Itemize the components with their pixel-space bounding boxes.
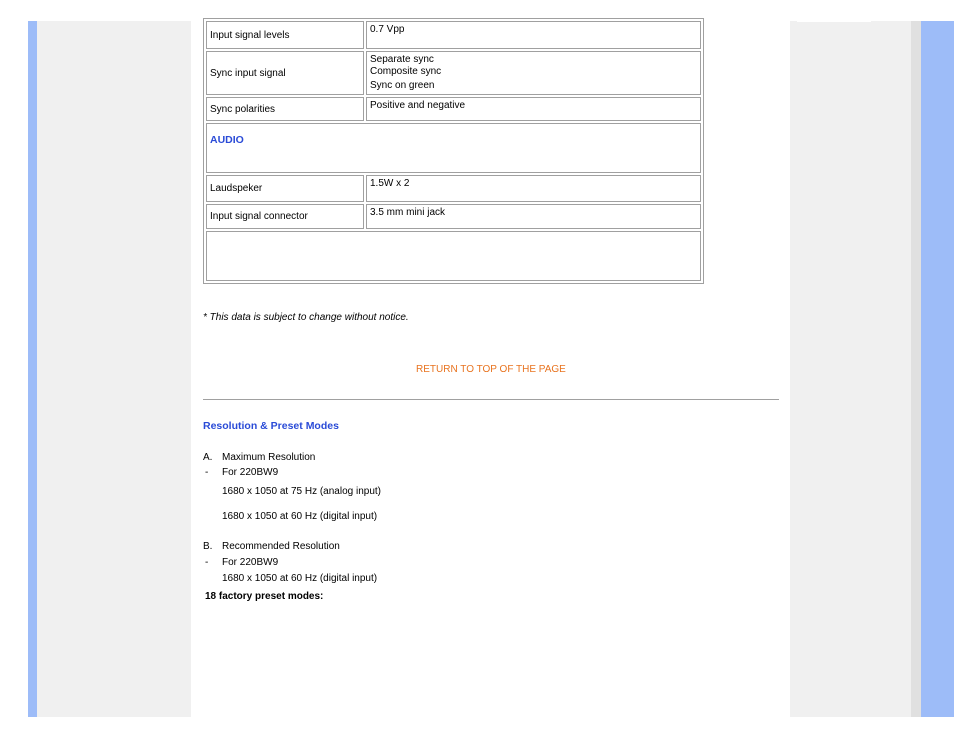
row-label: Input signal connector: [206, 204, 364, 229]
row-value: 0.7 Vpp: [366, 21, 701, 49]
row-label: Sync polarities: [206, 97, 364, 121]
empty-row: [206, 231, 701, 281]
right-blue-bar: [921, 21, 954, 717]
table-row: [206, 21, 701, 49]
max-digital-value: 1680 x 1050 at 60 Hz (digital input): [222, 511, 378, 522]
return-to-top-link[interactable]: RETURN TO TOP OF THE PAGE: [416, 364, 566, 375]
empty-cell: [206, 231, 701, 281]
model-label: For 220BW9: [222, 467, 279, 478]
list-marker-a: A.: [203, 452, 213, 463]
list-dash: -: [205, 467, 209, 478]
right-panel-top-line: [797, 21, 871, 22]
section-row: [206, 123, 701, 173]
section-cell: [206, 123, 701, 173]
resolution-title: Resolution & Preset Modes: [203, 420, 339, 432]
left-blue-bar: [28, 21, 37, 717]
rec-digital-value: 1680 x 1050 at 60 Hz (digital input): [222, 573, 378, 584]
table-row: [206, 175, 701, 202]
row-value: 3.5 mm mini jack: [366, 204, 701, 229]
table-row: [206, 51, 701, 95]
row-label: Input signal levels: [206, 21, 364, 49]
max-analog-value: 1680 x 1050 at 75 Hz (analog input): [222, 486, 381, 497]
row-value: 1.5W x 2: [366, 175, 701, 202]
preset-modes-heading: 18 factory preset modes:: [205, 591, 324, 602]
change-notice: * This data is subject to change without notice.: [203, 312, 409, 323]
spec-table: [203, 18, 704, 284]
right-side-panel: [790, 21, 911, 717]
row-label: Sync input signal: [206, 51, 364, 95]
list-marker-b: B.: [203, 541, 213, 552]
right-side-strip: [911, 21, 921, 717]
row-value: Separate sync Composite sync Sync on green: [366, 51, 701, 95]
section-heading-audio: AUDIO: [210, 134, 244, 146]
section-divider: [203, 399, 779, 400]
list-dash: -: [205, 557, 209, 568]
row-label: Laudspeker: [206, 175, 364, 202]
max-resolution-label: Maximum Resolution: [222, 452, 316, 463]
table-row: [206, 97, 701, 121]
recommended-resolution-label: Recommended Resolution: [222, 541, 340, 552]
left-side-panel: [37, 21, 191, 717]
model-label: For 220BW9: [222, 557, 279, 568]
row-value: Positive and negative: [366, 97, 701, 121]
table-row: [206, 204, 701, 229]
